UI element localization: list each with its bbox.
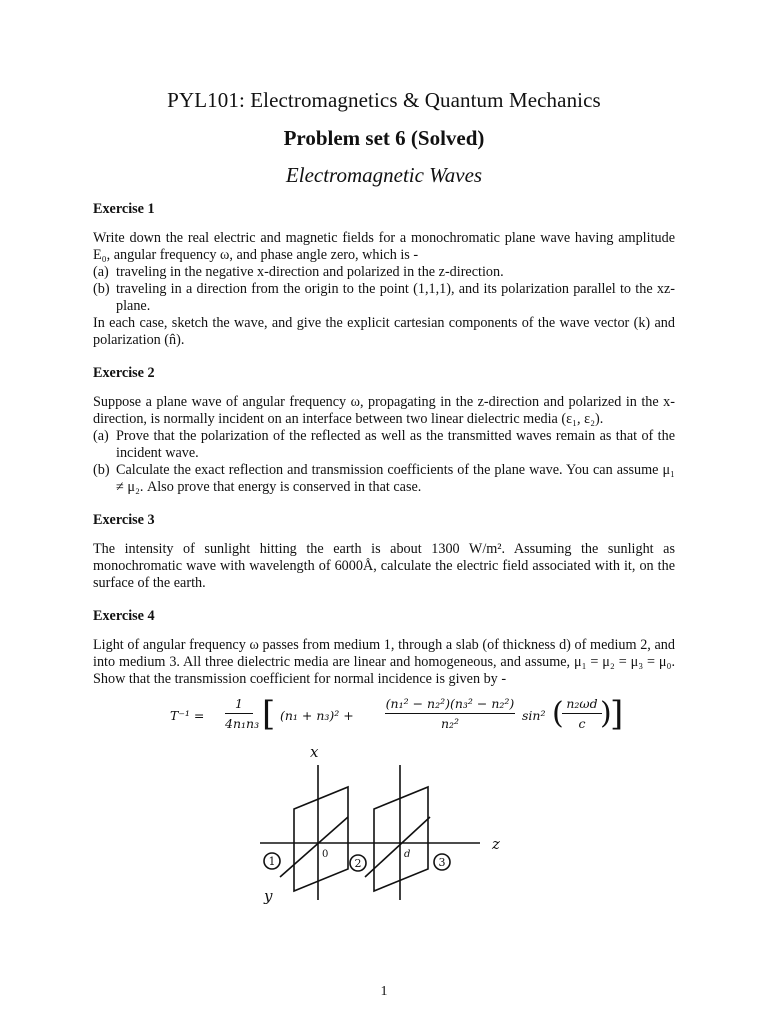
item-text: traveling in the negative x-direction and polarized in the z-direction.: [116, 264, 504, 280]
formula-fraction-3: [562, 696, 602, 731]
problem-set-topic: Electromagnetic Waves: [285, 163, 483, 187]
exercise-intro: Write down the real electric and magnetic fields for a monochromatic plane wave having amplitude E₀, angular frequency ω, and phase angle zero, which is -: [93, 230, 675, 263]
slab-diagram: [250, 745, 520, 910]
fraction-numerator: 1: [235, 696, 243, 711]
item-text: Prove that the polarization of the reflected as well as the transmitted waves remain as that of the incident wave.: [116, 428, 675, 461]
course-title: PYL101: Electromagnetics & Quantum Mechanics: [167, 88, 601, 112]
exercise-item: [93, 428, 675, 462]
exercise-heading: Exercise 1: [93, 201, 155, 217]
y-axis-line: [280, 817, 348, 877]
axis-label-x: x: [310, 745, 319, 761]
item-text: Calculate the exact reflection and transmission coefficients of the plane wave. You can assume μ₁ ≠ μ₂. Also prove that energy is conserved in that case.: [116, 462, 675, 495]
transmission-formula: [170, 694, 624, 744]
exercise-intro: The intensity of sunlight hitting the earth is about 1300 W/m². Assuming the sunlight as monochromatic wave with wavelength of 6000Å, calculate the electric field associated with it, on the surface of the earth.: [93, 541, 675, 591]
exercise-list: [93, 201, 675, 688]
formula-fraction-2: [385, 696, 515, 731]
item-label: (a): [93, 264, 109, 280]
item-label: (b): [93, 281, 110, 297]
formula-fraction-1: [225, 696, 260, 731]
fraction-denominator: 4n₁n₃: [225, 716, 260, 731]
exercise-3: [93, 512, 675, 592]
exercise-1: [93, 201, 675, 349]
open-paren: (: [552, 696, 564, 731]
item-label: (a): [93, 428, 109, 444]
exercise-outro: In each case, sketch the wave, and give the explicit cartesian components of the wave vector (k) and polarization (n̂).: [93, 315, 675, 348]
medium-3-label: 3: [438, 856, 446, 869]
thickness-label: d: [404, 849, 411, 860]
fraction-numerator: n₂ωd: [566, 696, 598, 711]
close-paren: ): [600, 696, 612, 731]
fraction-numerator: (n₁² − n₂²)(n₃² − n₂²): [385, 696, 515, 711]
interface-plane-2: [374, 787, 428, 891]
exercise-heading: Exercise 2: [93, 365, 155, 381]
formula-lhs: T⁻¹ =: [170, 708, 205, 723]
origin-label: 0: [322, 849, 329, 860]
exercise-2: [93, 365, 675, 496]
item-label: (b): [93, 462, 110, 478]
medium-2-label: 2: [354, 857, 362, 870]
formula-sine: sin²: [522, 708, 546, 723]
exercise-item: [93, 281, 675, 315]
exercise-4: [93, 608, 675, 688]
item-text: traveling in a direction from the origin to the point (1,1,1), and its polarization parallel to the xz-plane.: [116, 281, 675, 314]
problem-set-title: Problem set 6 (Solved): [283, 126, 485, 150]
medium-1-label: 1: [268, 855, 276, 868]
exercise-heading: Exercise 3: [93, 512, 155, 528]
exercise-intro: Light of angular frequency ω passes from medium 1, through a slab (of thickness d) of medium 2, and into medium 3. All three dielectric media are linear and homogeneous, and assume, μ₁ = μ₂ = μ₃ = μ₀. Show that the transmission coefficient for normal incidence is given by -: [93, 637, 675, 687]
fraction-denominator: n₂²: [440, 716, 460, 731]
formula-sum-term: (n₁ + n₃)² +: [280, 708, 354, 723]
axis-label-z: z: [492, 835, 500, 853]
exercise-heading: Exercise 4: [93, 608, 155, 624]
exercise-intro: Suppose a plane wave of angular frequency ω, propagating in the z-direction and polarized in the x-direction, is normally incident on an interface between two linear dielectric media (ε₁, ε₂).: [93, 394, 675, 427]
fraction-denominator: c: [578, 716, 586, 731]
close-bracket: ]: [610, 694, 624, 734]
exercise-item: [93, 462, 675, 496]
exercise-item: [93, 264, 675, 281]
page-number: 1: [380, 984, 388, 999]
interface-plane-1: [294, 787, 348, 891]
axis-label-y: y: [264, 887, 273, 905]
open-bracket: [: [262, 694, 276, 734]
